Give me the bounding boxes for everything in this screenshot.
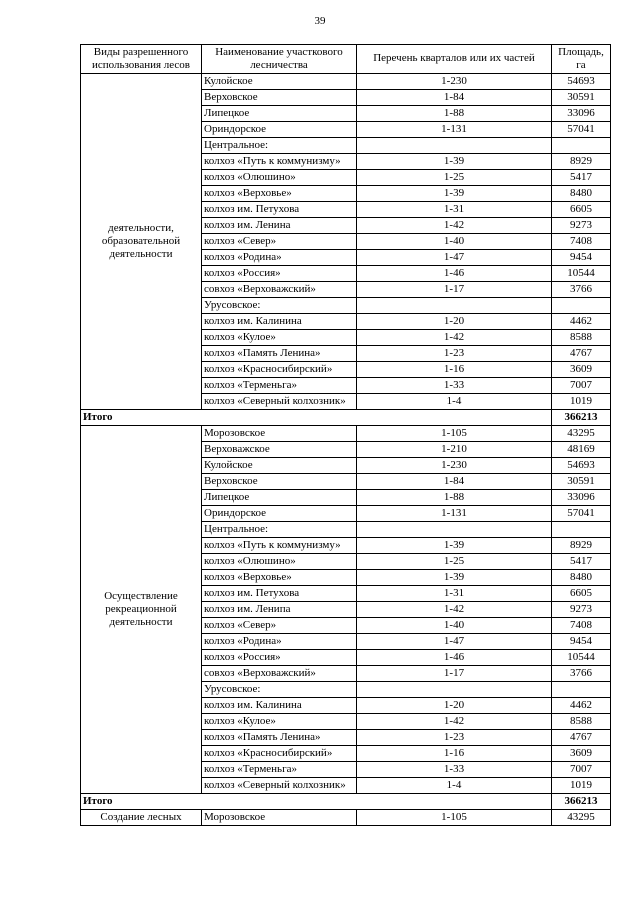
area-cell: 4462 (552, 698, 611, 714)
forestry-cell: колхоз «Верховье» (202, 570, 357, 586)
quarters-cell: 1-39 (357, 186, 552, 202)
area-cell: 6605 (552, 202, 611, 218)
quarters-cell: 1-88 (357, 106, 552, 122)
forestry-cell: Верховское (202, 474, 357, 490)
area-cell: 5417 (552, 554, 611, 570)
table-row (81, 810, 611, 826)
total-row (81, 794, 611, 810)
usage-cell: Осуществление рекреационной деятельности (81, 426, 202, 794)
area-cell: 4767 (552, 730, 611, 746)
forestry-cell: колхоз им. Петухова (202, 586, 357, 602)
forestry-cell: колхоз «Северный колхозник» (202, 778, 357, 794)
quarters-cell (357, 298, 552, 314)
area-cell: 57041 (552, 122, 611, 138)
quarters-cell (357, 682, 552, 698)
total-label: Итого (81, 410, 552, 426)
area-cell: 8588 (552, 714, 611, 730)
forestry-cell: Кулойское (202, 458, 357, 474)
area-cell: 4767 (552, 346, 611, 362)
quarters-cell: 1-84 (357, 474, 552, 490)
usage-cell: деятельности, образовательной деятельности (81, 74, 202, 410)
area-cell (552, 298, 611, 314)
quarters-cell: 1-88 (357, 490, 552, 506)
quarters-cell: 1-25 (357, 554, 552, 570)
area-cell: 8929 (552, 538, 611, 554)
total-row (81, 410, 611, 426)
forestry-cell: колхоз им. Ленипа (202, 602, 357, 618)
forestry-cell: колхоз «Красносибирский» (202, 746, 357, 762)
area-cell: 30591 (552, 90, 611, 106)
quarters-cell: 1-47 (357, 250, 552, 266)
forestry-cell: колхоз «Путь к коммунизму» (202, 538, 357, 554)
area-cell: 8588 (552, 330, 611, 346)
area-cell: 43295 (552, 426, 611, 442)
forestry-cell: Урусовское: (202, 298, 357, 314)
forestry-cell: колхоз им. Петухова (202, 202, 357, 218)
quarters-cell: 1-17 (357, 282, 552, 298)
quarters-cell: 1-16 (357, 746, 552, 762)
table-row (81, 426, 611, 442)
header-forestry: Наименование участкового лесничества (202, 45, 357, 74)
area-cell: 9454 (552, 250, 611, 266)
area-cell: 7007 (552, 378, 611, 394)
quarters-cell: 1-42 (357, 218, 552, 234)
quarters-cell: 1-33 (357, 378, 552, 394)
forestry-cell: колхоз «Верховье» (202, 186, 357, 202)
area-cell (552, 682, 611, 698)
area-cell: 8929 (552, 154, 611, 170)
usage-cell: Создание лесных (81, 810, 202, 826)
area-cell: 33096 (552, 106, 611, 122)
quarters-cell: 1-230 (357, 74, 552, 90)
area-cell (552, 138, 611, 154)
forestry-cell: колхоз «Олюшино» (202, 554, 357, 570)
forestry-cell: Липецкое (202, 490, 357, 506)
forestry-cell: колхоз «Северный колхозник» (202, 394, 357, 410)
quarters-cell: 1-39 (357, 538, 552, 554)
forestry-cell: колхоз «Россия» (202, 650, 357, 666)
forestry-cell: Верховажское (202, 442, 357, 458)
forestry-cell: Липецкое (202, 106, 357, 122)
quarters-cell: 1-17 (357, 666, 552, 682)
table-body (81, 74, 611, 826)
area-cell: 43295 (552, 810, 611, 826)
quarters-cell: 1-39 (357, 154, 552, 170)
quarters-cell: 1-42 (357, 330, 552, 346)
forestry-cell: колхоз им. Калинина (202, 314, 357, 330)
area-cell: 7408 (552, 618, 611, 634)
quarters-cell: 1-230 (357, 458, 552, 474)
area-cell: 7408 (552, 234, 611, 250)
area-cell: 9273 (552, 602, 611, 618)
quarters-cell: 1-105 (357, 426, 552, 442)
quarters-cell (357, 138, 552, 154)
quarters-cell: 1-84 (357, 90, 552, 106)
area-cell: 54693 (552, 458, 611, 474)
forestry-cell: колхоз им. Ленина (202, 218, 357, 234)
quarters-cell: 1-40 (357, 618, 552, 634)
area-cell: 7007 (552, 762, 611, 778)
area-cell: 3766 (552, 666, 611, 682)
area-cell: 3609 (552, 746, 611, 762)
forestry-cell: колхоз «Память Ленина» (202, 730, 357, 746)
quarters-cell: 1-42 (357, 714, 552, 730)
forestry-cell: Ориндорское (202, 122, 357, 138)
quarters-cell: 1-31 (357, 202, 552, 218)
area-cell: 57041 (552, 506, 611, 522)
forestry-cell: совхоз «Верховажский» (202, 666, 357, 682)
area-cell: 54693 (552, 74, 611, 90)
area-cell: 8480 (552, 570, 611, 586)
header-area: Площадь, га (552, 45, 611, 74)
area-cell: 4462 (552, 314, 611, 330)
forestry-cell: Морозовское (202, 426, 357, 442)
forestry-cell: Урусовское: (202, 682, 357, 698)
page-number: 39 (314, 15, 326, 27)
quarters-cell (357, 522, 552, 538)
quarters-cell: 1-33 (357, 762, 552, 778)
quarters-cell: 1-131 (357, 122, 552, 138)
quarters-cell: 1-40 (357, 234, 552, 250)
area-cell: 1019 (552, 394, 611, 410)
forestry-cell: Ориндорское (202, 506, 357, 522)
forestry-cell: колхоз «Север» (202, 234, 357, 250)
quarters-cell: 1-46 (357, 650, 552, 666)
quarters-cell: 1-16 (357, 362, 552, 378)
area-cell: 48169 (552, 442, 611, 458)
forestry-cell: колхоз «Родина» (202, 250, 357, 266)
area-cell: 9273 (552, 218, 611, 234)
area-cell: 3766 (552, 282, 611, 298)
forestry-cell: Морозовское (202, 810, 357, 826)
quarters-cell: 1-131 (357, 506, 552, 522)
area-cell: 8480 (552, 186, 611, 202)
forestry-cell: колхоз «Олюшино» (202, 170, 357, 186)
forestry-cell: Центральное: (202, 138, 357, 154)
forestry-cell: колхоз «Красносибирский» (202, 362, 357, 378)
header-quarters: Перечень кварталов или их частей (357, 45, 552, 74)
forestry-cell: Центральное: (202, 522, 357, 538)
forestry-cell: колхоз «Терменьга» (202, 762, 357, 778)
quarters-cell: 1-4 (357, 778, 552, 794)
quarters-cell: 1-42 (357, 602, 552, 618)
area-cell: 3609 (552, 362, 611, 378)
quarters-cell: 1-23 (357, 346, 552, 362)
forestry-cell: колхоз «Терменьга» (202, 378, 357, 394)
table-header-row (81, 45, 611, 74)
area-cell: 5417 (552, 170, 611, 186)
area-cell: 10544 (552, 266, 611, 282)
quarters-cell: 1-25 (357, 170, 552, 186)
forestry-cell: колхоз «Родина» (202, 634, 357, 650)
area-cell: 33096 (552, 490, 611, 506)
area-cell: 30591 (552, 474, 611, 490)
table-row (81, 74, 611, 90)
forest-usage-table (80, 44, 611, 826)
quarters-cell: 1-105 (357, 810, 552, 826)
area-cell: 6605 (552, 586, 611, 602)
quarters-cell: 1-47 (357, 634, 552, 650)
forestry-cell: колхоз «Россия» (202, 266, 357, 282)
forestry-cell: колхоз «Память Ленина» (202, 346, 357, 362)
forestry-cell: колхоз «Кулое» (202, 714, 357, 730)
forestry-cell: колхоз «Кулое» (202, 330, 357, 346)
forestry-cell: колхоз «Путь к коммунизму» (202, 154, 357, 170)
quarters-cell: 1-4 (357, 394, 552, 410)
quarters-cell: 1-210 (357, 442, 552, 458)
area-cell: 9454 (552, 634, 611, 650)
forestry-cell: совхоз «Верховажский» (202, 282, 357, 298)
forestry-cell: Кулойское (202, 74, 357, 90)
quarters-cell: 1-23 (357, 730, 552, 746)
forestry-cell: колхоз им. Калинина (202, 698, 357, 714)
quarters-cell: 1-31 (357, 586, 552, 602)
quarters-cell: 1-20 (357, 698, 552, 714)
area-cell (552, 522, 611, 538)
area-cell: 1019 (552, 778, 611, 794)
total-area: 366213 (552, 410, 611, 426)
total-area: 366213 (552, 794, 611, 810)
forestry-cell: колхоз «Север» (202, 618, 357, 634)
total-label: Итого (81, 794, 552, 810)
header-usage: Виды разрешенного использования лесов (81, 45, 202, 74)
quarters-cell: 1-46 (357, 266, 552, 282)
forestry-cell: Верховское (202, 90, 357, 106)
quarters-cell: 1-20 (357, 314, 552, 330)
quarters-cell: 1-39 (357, 570, 552, 586)
area-cell: 10544 (552, 650, 611, 666)
